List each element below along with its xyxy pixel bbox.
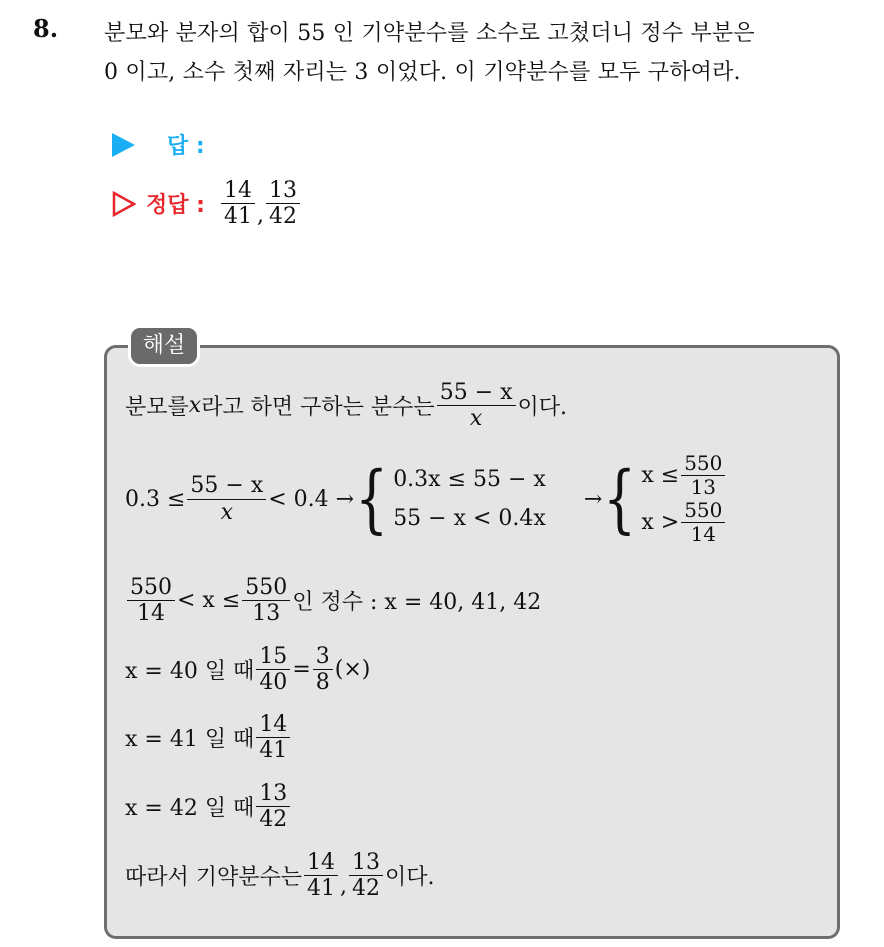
fraction: $\frac{55 - x}{x}$ bbox=[437, 380, 516, 432]
correct-answer-row bbox=[112, 178, 302, 230]
answer-separator: , bbox=[256, 203, 264, 229]
solution-line-4: x = 40 일 때 $\frac{15}{40}$ = $\frac{3}{8}$ (×) bbox=[125, 644, 371, 696]
answer-fraction-1: $\frac{14}{41}$ bbox=[221, 178, 255, 230]
inequality-system-2: x ≤ $\frac{550}{13}$ x > $\frac{550}{14}$ bbox=[641, 452, 727, 546]
play-triangle-icon bbox=[112, 133, 135, 157]
question-text-line2: 0 이고, 소수 첫째 자리는 3 이었다. 이 기약분수를 모두 구하여라. bbox=[104, 60, 741, 85]
question-text-line1: 분모와 분자의 합이 55 인 기약분수를 소수로 고쳤더니 정수 부분은 bbox=[104, 21, 755, 46]
fraction: $\frac{13}{42}$ bbox=[256, 781, 290, 833]
answer-row bbox=[112, 129, 205, 160]
fraction: $\frac{14}{41}$ bbox=[256, 712, 290, 764]
correct-answer-label: 정답 : bbox=[146, 193, 205, 219]
solution-line-7: 따라서 기약분수는 $\frac{14}{41}$ , $\frac{13}{42}$ 이다. bbox=[125, 850, 435, 902]
fraction: $\frac{3}{8}$ bbox=[313, 644, 333, 696]
fraction: $\frac{14}{41}$ bbox=[304, 850, 338, 902]
fraction: $\frac{55 - x}{x}$ bbox=[187, 473, 266, 525]
fraction: $\frac{550}{14}$ bbox=[681, 499, 725, 546]
solution-line-1: 분모를 x 라고 하면 구하는 분수는 $\frac{55 - x}{x}$ 이다. bbox=[125, 380, 568, 432]
answer-fraction-2: $\frac{13}{42}$ bbox=[266, 178, 300, 230]
question-number: 8. bbox=[33, 14, 59, 43]
solution-line-5: x = 41 일 때 $\frac{14}{41}$ bbox=[125, 712, 292, 764]
left-brace: { bbox=[603, 456, 637, 542]
fraction: $\frac{550}{13}$ bbox=[242, 575, 290, 627]
inequality-system-1: 0.3x ≤ 55 − x 55 − x < 0.4x bbox=[393, 467, 546, 531]
outline-triangle-icon bbox=[112, 191, 136, 217]
fraction: $\frac{550}{13}$ bbox=[681, 452, 725, 499]
fraction: $\frac{13}{42}$ bbox=[349, 850, 383, 902]
left-brace: { bbox=[355, 456, 389, 542]
answer-label: 답 : bbox=[167, 134, 205, 159]
solution-tag: 해설 bbox=[128, 325, 200, 367]
solution-line-6: x = 42 일 때 $\frac{13}{42}$ bbox=[125, 781, 292, 833]
solution-line-2: 0.3 ≤ $\frac{55 - x}{x}$ < 0.4 → { 0.3x ≤ 55 − x 55 − x < 0.4x → { x ≤ $\frac{550}{13}$ x > $\frac{550}{14}$ bbox=[125, 452, 727, 546]
fraction: $\frac{15}{40}$ bbox=[256, 644, 290, 696]
fraction: $\frac{550}{14}$ bbox=[127, 575, 175, 627]
solution-line-3: $\frac{550}{14}$ < x ≤ $\frac{550}{13}$ 인 정수 : x = 40, 41, 42 bbox=[125, 575, 541, 627]
